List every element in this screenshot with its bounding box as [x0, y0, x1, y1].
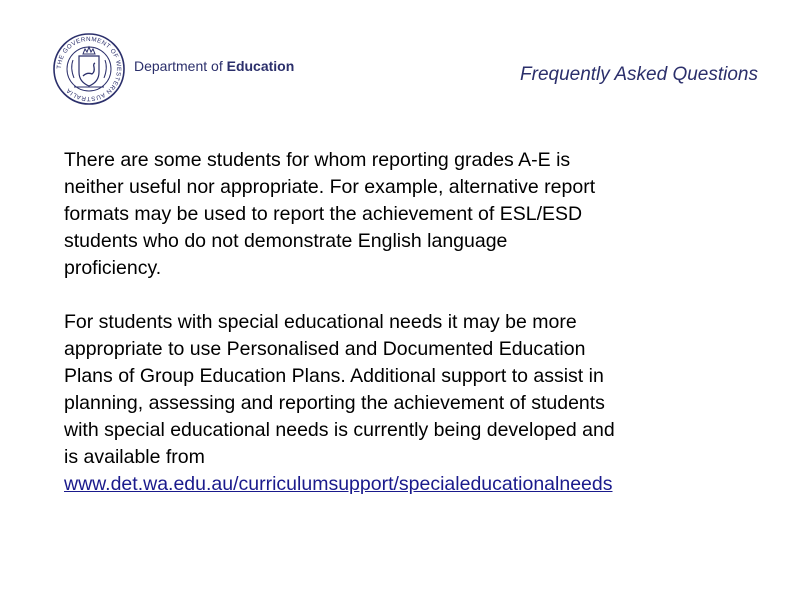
special-educational-needs-link[interactable]: www.det.wa.edu.au/curriculumsupport/specialeducationalneeds	[64, 473, 613, 495]
paragraph-line: is available from	[64, 446, 205, 468]
page-title: Frequently Asked Questions	[520, 64, 758, 85]
paragraph-line: planning, assessing and reporting the achievement of students	[64, 392, 605, 414]
department-name	[134, 58, 294, 74]
department-strong: Education	[226, 58, 295, 74]
paragraph-line: formats may be used to report the achievement of ESL/ESD	[64, 203, 583, 225]
body-content	[64, 147, 764, 525]
paragraph-line: proficiency.	[64, 257, 162, 279]
paragraph-line: Plans of Group Education Plans. Additional support to assist in	[64, 365, 604, 387]
page-header	[0, 0, 794, 110]
department-prefix: Department of	[134, 58, 227, 74]
paragraph-line: neither useful nor appropriate. For example, alternative report	[64, 176, 596, 198]
paragraph-line: with special educational needs is currently being developed and	[64, 419, 615, 441]
paragraph-line: appropriate to use Personalised and Documented Education	[64, 338, 586, 360]
paragraph-line: students who do not demonstrate English language	[64, 230, 508, 252]
paragraph-special-needs	[64, 309, 764, 498]
crest-text: THE GOVERNMENT OF WESTERN AUSTRALIA	[55, 35, 123, 103]
paragraph-reporting-grades	[64, 147, 764, 282]
government-crest-icon	[52, 32, 126, 106]
paragraph-line: For students with special educational needs it may be more	[64, 311, 577, 333]
paragraph-line: There are some students for whom reporting grades A-E is	[64, 149, 571, 171]
